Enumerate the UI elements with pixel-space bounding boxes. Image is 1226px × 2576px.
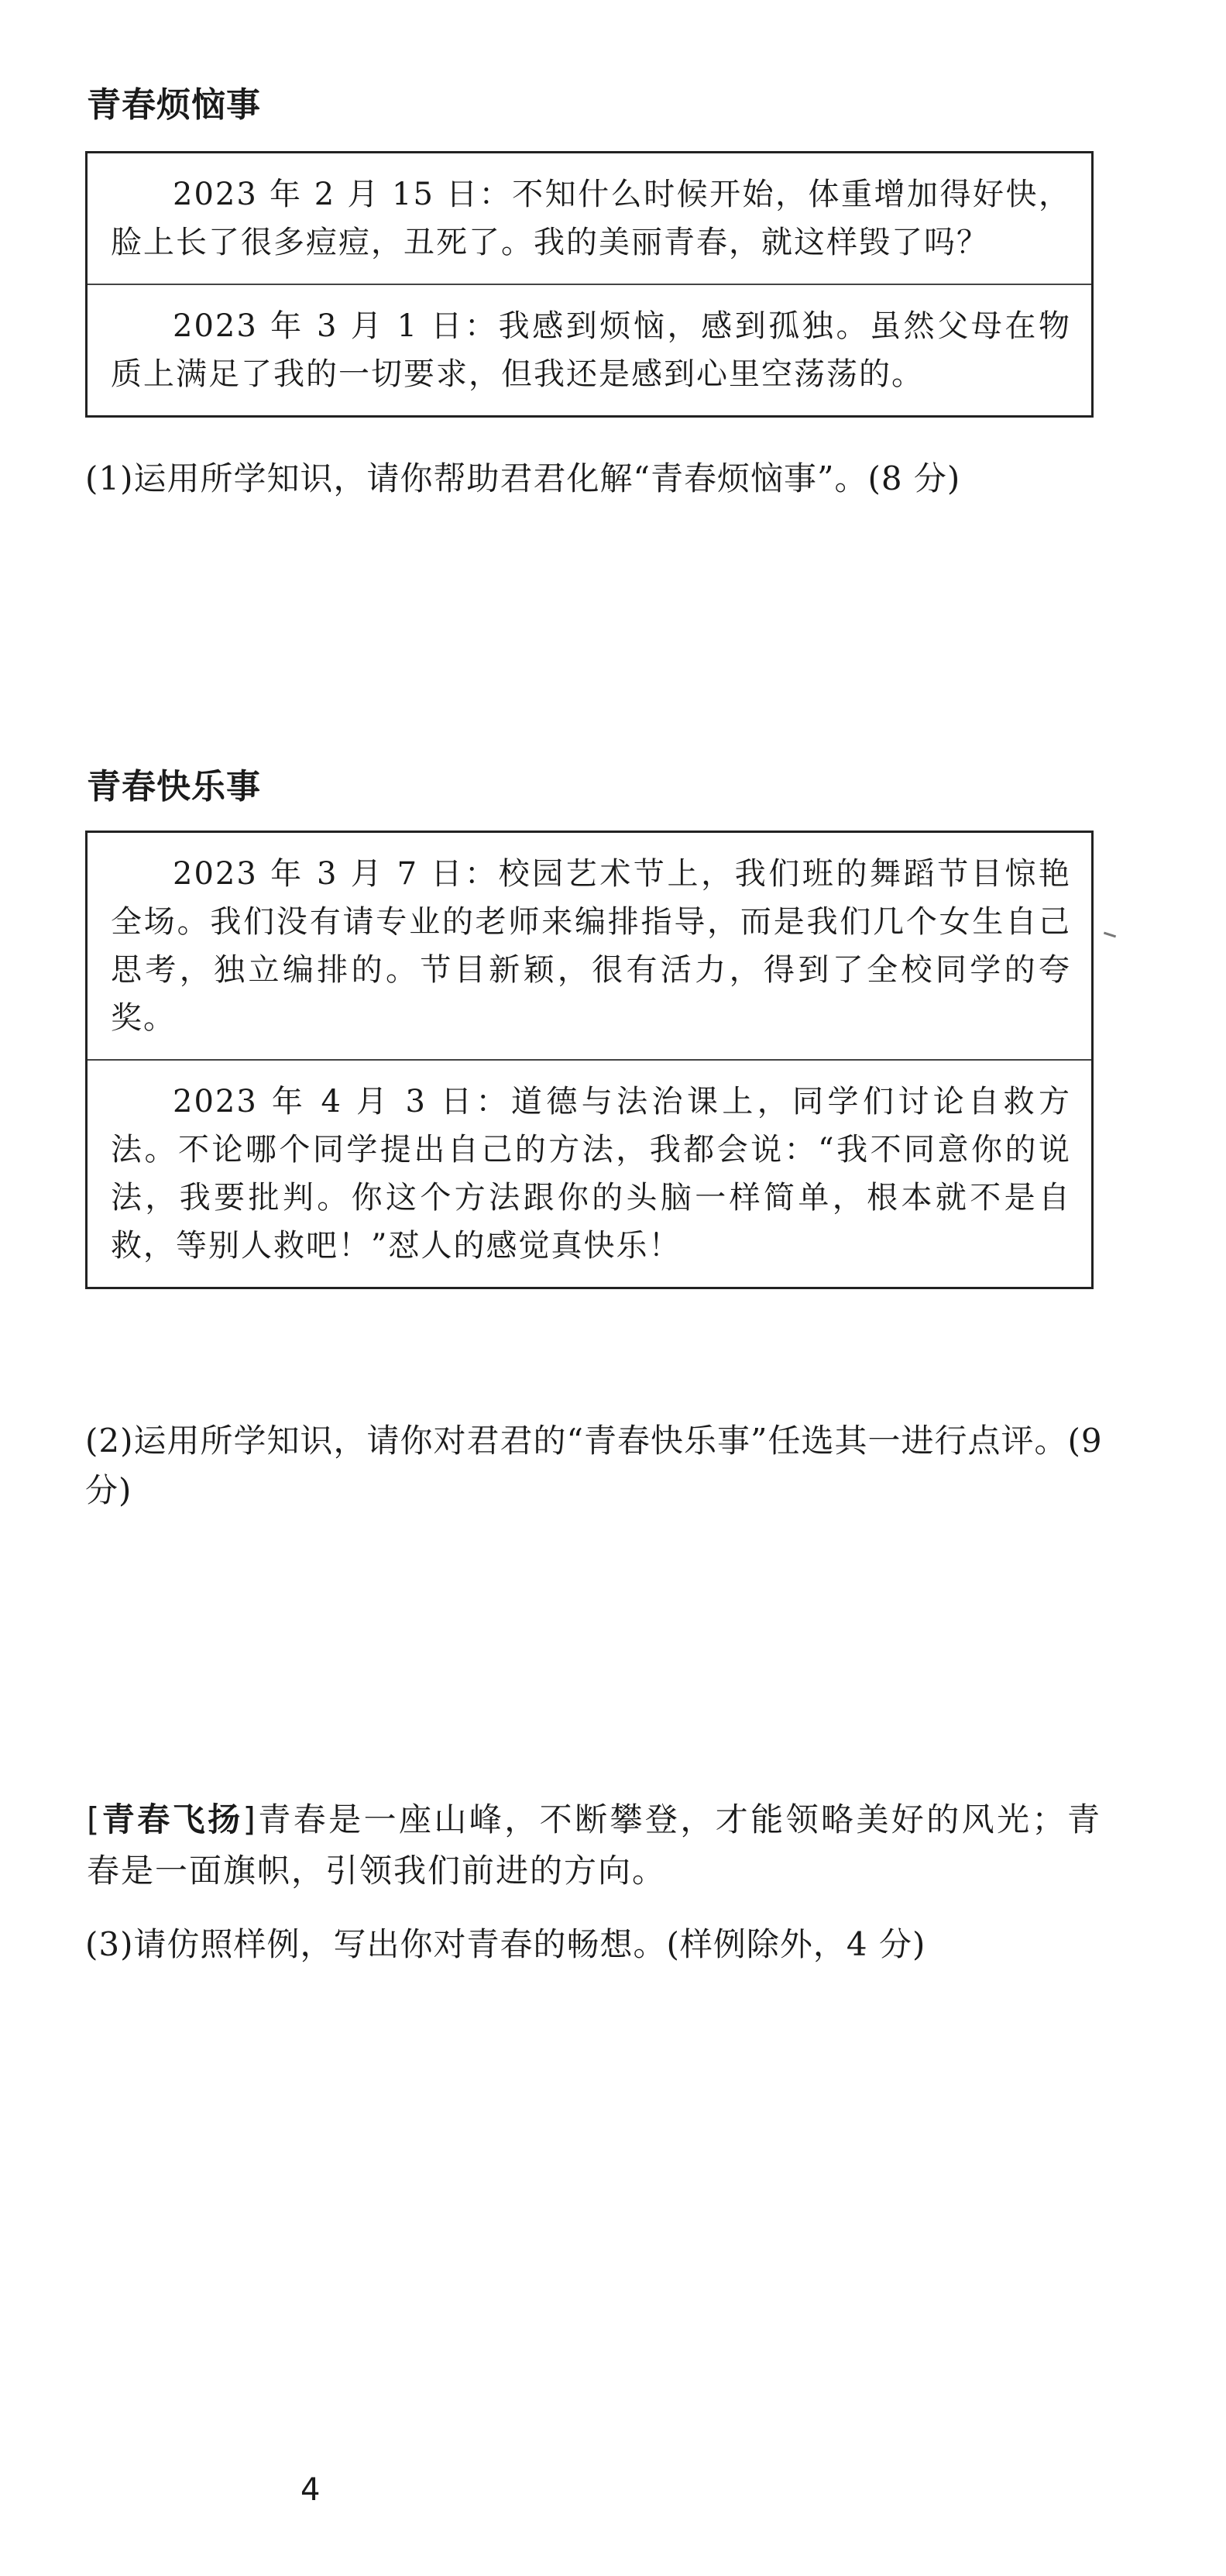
tag-bracket-open: [	[87, 1800, 101, 1838]
tag-label: 青春飞扬	[101, 1800, 243, 1838]
tag-bracket-close: ]	[242, 1800, 257, 1838]
page-number: 4	[300, 2472, 321, 2508]
slogan-paragraph	[87, 1794, 1101, 1897]
diary-box-joys	[85, 831, 1094, 1289]
stray-mark	[1104, 932, 1116, 938]
question-2: (2)运用所学知识，请你对君君的“青春快乐事”任选其一进行点评。(9 分)	[85, 1422, 1103, 1509]
diary-entry: 2023 年 3 月 7 日：校园艺术节上，我们班的舞蹈节目惊艳全场。我们没有请专业的老师来编排指导，而是我们几个女生自己思考，独立编排的。节目新颖，很有活力，得到了全校同学的夸奖。	[111, 856, 1071, 1036]
question-1: (1)运用所学知识，请你帮助君君化解“青春烦恼事”。(8 分)	[85, 459, 961, 497]
section-title-troubles: 青春烦恼事	[87, 85, 261, 125]
question-3: (3)请仿照样例，写出你对青春的畅想。(样例除外，4 分)	[85, 1925, 926, 1963]
slogan-text: 青春是一座山峰，不断攀登，才能领略美好的风光；青春是一面旗帜，引领我们前进的方向。	[87, 1800, 1101, 1890]
diary-entry: 2023 年 4 月 3 日：道德与法治课上，同学们讨论自救方法。不论哪个同学提出自己的方法，我都会说：“我不同意你的说法，我要批判。你这个方法跟你的头脑一样简单，根本就不是自救，等别人救吧！”怼人的感觉真快乐！	[88, 1059, 1091, 1287]
section-title-joys: 青春快乐事	[87, 767, 261, 807]
diary-entry: 2023 年 3 月 1 日：我感到烦恼，感到孤独。虽然父母在物质上满足了我的一切要求，但我还是感到心里空荡荡的。	[88, 284, 1091, 415]
diary-box-troubles	[85, 151, 1094, 418]
diary-entry: 2023 年 2 月 15 日：不知什么时候开始，体重增加得好快，脸上长了很多痘痘，丑死了。我的美丽青春，就这样毁了吗？	[111, 177, 1071, 260]
